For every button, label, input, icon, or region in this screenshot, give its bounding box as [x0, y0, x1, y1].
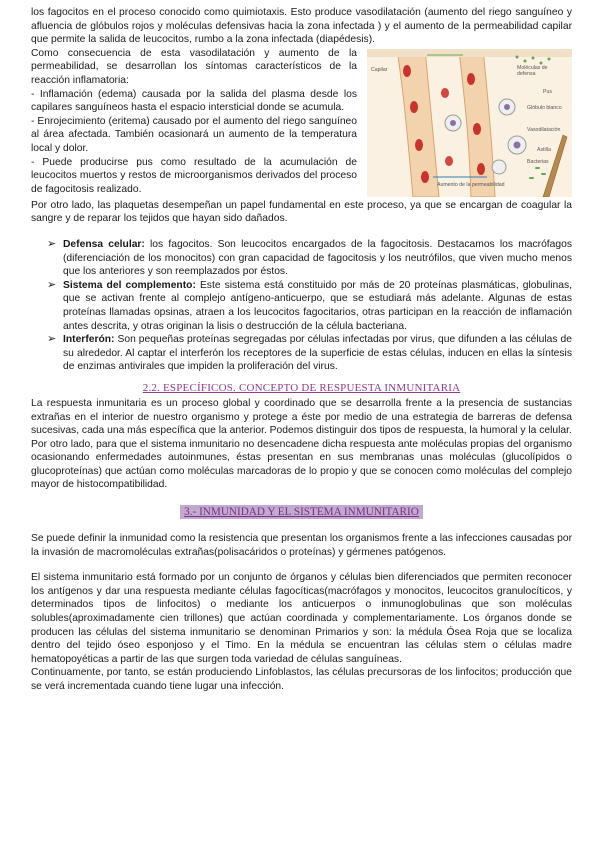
chapter-heading	[31, 502, 572, 520]
defense-list	[31, 238, 572, 374]
label-bacterias: Bacterias	[527, 158, 549, 165]
list-item-text: Este sistema está constituido por más de 20 proteínas plasmáticas, globulinas, que se activan frente al complejo antígeno-anticuerpo, que se estudiará más adelante. Algunas de estas proteínas llamadas opsinas, atraen a los leucocitos fagocitarios, otras participan en la reacción de inflamación antes descrita, y otras originan la lisis o destrucción de la célula bacteriana.	[63, 279, 572, 332]
paragraph: Como consecuencia de esta vasodilatación y aumento de la permeabilidad, se desarrollan los síntomas característicos de la reacción inflamatoria:	[31, 47, 357, 86]
paragraph: - Inflamación (edema) causada por la salida del plasma desde los capilares sanguíneos hasta el espacio intersticial donde se acumula.	[31, 88, 357, 114]
paragraph: El sistema inmunitario está formado por un conjunto de órganos y células bien diferenciados que permiten reconocer los antígenos y dar una respuesta mediante células fagocíticas(macrófagos y monocitos, leucocitos granulocíticos, y determinados tipos de linfocitos) o mediante los anticuerpos o inmunoglobulinas que son moléculas solubles(aproximadamente cien trillones) que actúan coordinada y complementariamente. Los órganos donde se producen las células del sistema inmunitario se denominan Primarios y son: la médula Ósea Roja que se localiza dentro del tejido óseo esponjoso y el Timo. En la médula se encuentran las células stem o células madre hematopoyéticas a partir de las que surgen toda variedad de células sanguíneas.	[31, 572, 572, 665]
list-item-term: Sistema del complemento:	[63, 279, 196, 291]
paragraph: Por otro lado, para que el sistema inmunitario no desencadene dicha respuesta ante moléculas propias del organismo ocasionando enfermedades autoinmunes, éstas presentan en sus membranas unas moléculas (glucolípidos o glucoproteínas) que actúan como moléculas marcadoras de lo propio y que se conocen como moléculas del complejo mayor de histocompatibilidad.	[31, 438, 572, 491]
inflammation-illustration	[367, 49, 572, 197]
label-moleculas: Moléculas de defensa	[517, 64, 548, 77]
label-astilla: Astilla	[537, 146, 551, 153]
paragraph: La respuesta inmunitaria es un proceso global y coordinado que se desarrolla frente a la presencia de sustancias extrañas en el interior de nuestro organismo y protege a éste por medio de una estrategia de barreras de defensa sucesivas, cada una más específica que la anterior. Podemos distinguir dos tipos de respuesta, la humoral y la celular.	[31, 397, 572, 437]
list-item-text: los fagocitos. Son leucocitos encargados de la fagocitosis. Destacamos los macrófagos (diferenciación de los monocitos) con gran capacidad de fagocitosis y los neutrófilos, que viven mucho menos que los anteriores y son reemplazados por éstos.	[63, 238, 572, 278]
label-vasodilatacion: Vasodilatación	[527, 126, 561, 133]
section-heading-text: 2.2. ESPECÍFICOS. CONCEPTO DE RESPUESTA INMUNITARIA	[142, 381, 461, 394]
list-item	[47, 279, 572, 333]
label-pus: Pus	[543, 88, 552, 95]
chapter-heading-text: 3.- INMUNIDAD Y EL SISTEMA INMUNITARIO	[180, 505, 423, 519]
list-item-text: Son pequeñas proteínas segregadas por células infectadas por virus, que difunden a las células de su alrededor. Al captar el interferón los receptores de la superficie de estas células, inducen en ellas la síntesis de enzimas antivirales que impiden la proliferación del virus.	[63, 334, 572, 373]
arrow-bullet-icon: ➢	[47, 333, 57, 346]
inflammation-block	[31, 47, 572, 199]
paragraph: los fagocitos en el proceso conocido como quimiotaxis. Esto produce vasodilatación (aumento del riego sanguíneo y afluencia de glóbulos rojos y moléculas defensivas hacia la zona infectada ) y el aumento de la permeabilidad capilar que permite la salida de leucocitos, rumbo a la zona infectada (diapédesis).	[31, 7, 572, 46]
label-permeabilidad: Aumento de la permeabilidad	[437, 181, 505, 188]
list-item-term: Defensa celular:	[63, 238, 145, 250]
label-globulo: Glóbulo blanco	[527, 104, 562, 111]
label-capilar: Capilar	[371, 66, 388, 73]
arrow-bullet-icon: ➢	[47, 278, 57, 291]
arrow-bullet-icon: ➢	[47, 237, 57, 250]
document-page	[31, 6, 572, 694]
paragraph: Se puede definir la inmunidad como la resistencia que presentan los organismos frente a las infecciones causadas por la invasión de macromoléculas extrañas(polisacáridos o proteínas) y gérmenes patógenos.	[31, 533, 572, 558]
list-item	[47, 333, 572, 374]
paragraph: - Puede producirse pus como resultado de la acumulación de leucocitos muertos y restos de microorganismos derivados del proceso de fagocitosis realizado.	[31, 156, 357, 195]
paragraph: - Enrojecimiento (eritema) causado por el aumento del riego sanguíneo al área afectada. También ocasionará un aumento de la temperatura local y dolor.	[31, 115, 357, 154]
list-item-term: Interferón:	[63, 334, 115, 346]
list-item	[47, 238, 572, 279]
paragraph: Continuamente, por tanto, se están produciendo Linfoblastos, las células precursoras de los linfocitos; producción que se verá incrementada cuando tiene lugar una infección.	[31, 667, 572, 692]
section-heading	[31, 382, 572, 394]
paragraph: Por otro lado, las plaquetas desempeñan un papel fundamental en este proceso, ya que se encargan de coagular la sangre y de reparar los tejidos que hayan sido dañados.	[31, 199, 572, 225]
